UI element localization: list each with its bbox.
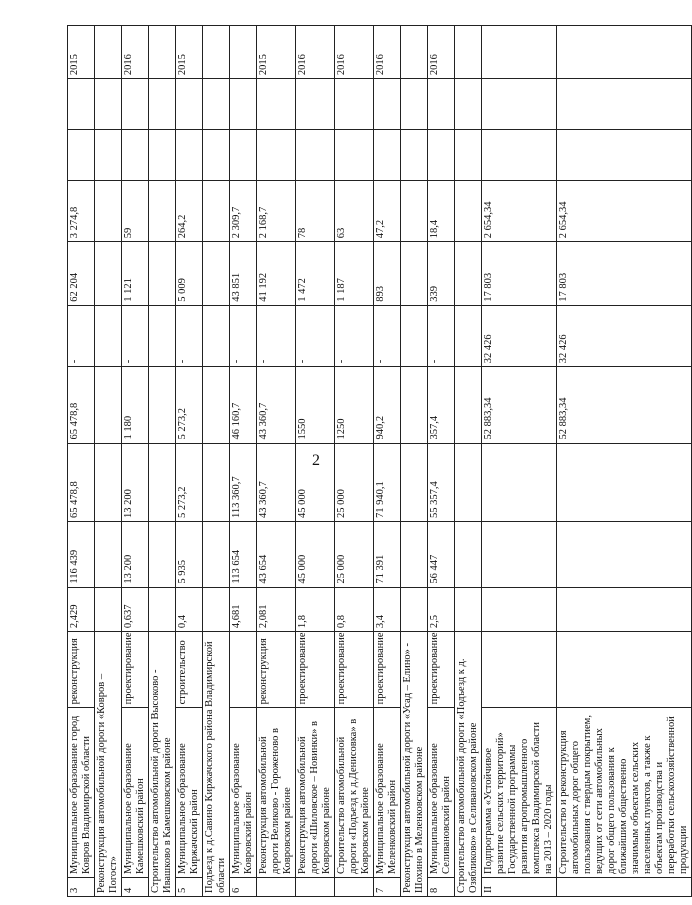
table-cell xyxy=(230,129,257,180)
table-cell: реконструкция xyxy=(68,632,95,708)
table-cell: 1 472 xyxy=(296,242,335,306)
table-row xyxy=(296,26,335,897)
empty-cell xyxy=(401,305,428,366)
table-cell xyxy=(122,79,149,130)
table-cell: 339 xyxy=(428,242,455,306)
table-cell xyxy=(230,632,257,708)
empty-cell xyxy=(203,587,230,632)
table-cell: 5 009 xyxy=(176,242,203,306)
empty-cell xyxy=(455,180,482,241)
table-cell: 2015 xyxy=(257,26,296,79)
table-cell: проектирование xyxy=(335,632,374,708)
table-cell xyxy=(428,79,455,130)
table-cell: 18,4 xyxy=(428,180,455,241)
table-cell: 113 360,7 xyxy=(230,443,257,521)
table-cell: 357,4 xyxy=(428,367,455,443)
road-projects-table xyxy=(67,25,692,897)
table-cell: Муниципальное образование Камешковский район xyxy=(122,708,149,878)
empty-cell xyxy=(95,587,122,632)
table-cell xyxy=(482,521,557,587)
table-cell xyxy=(335,129,374,180)
table-cell: - xyxy=(257,305,296,366)
empty-cell xyxy=(203,79,230,130)
table-cell: 4 xyxy=(122,877,149,896)
table-cell: 2015 xyxy=(176,26,203,79)
empty-cell xyxy=(455,26,482,79)
table-cell xyxy=(230,79,257,130)
table-cell: - xyxy=(335,305,374,366)
empty-cell xyxy=(401,180,428,241)
empty-cell xyxy=(455,587,482,632)
table-cell xyxy=(296,129,335,180)
table-cell xyxy=(374,129,401,180)
empty-cell xyxy=(203,26,230,79)
table-cell xyxy=(557,632,692,708)
table-cell: проектирование xyxy=(296,632,335,708)
empty-cell xyxy=(455,367,482,443)
table-cell: - xyxy=(374,305,401,366)
table-cell xyxy=(557,129,692,180)
table-cell xyxy=(557,26,692,79)
empty-cell xyxy=(149,26,176,79)
empty-cell xyxy=(455,242,482,306)
table-cell: - xyxy=(428,305,455,366)
table-cell: Муниципальное образование Селивановский район xyxy=(428,708,455,878)
table-cell: 0,8 xyxy=(335,587,374,632)
row-title-cell: Строительство автомобильной дороги Высоково - Ивашково в Камешковском районе xyxy=(149,632,176,897)
empty-cell xyxy=(149,521,176,587)
table-cell xyxy=(296,79,335,130)
table-cell: Строительство и реконструкция автомобильных дорог общего пользования с твердым покрытием, ведущих от сети автомобильных дорог общего пользования к ближайшим общественно значимым объектам сельских населенных пунктов, а также к объектам производства и переработки сельскохозяйственной продукции xyxy=(557,708,692,878)
empty-cell xyxy=(95,367,122,443)
table-row xyxy=(428,26,455,897)
table-row xyxy=(455,26,482,897)
table-cell xyxy=(296,877,335,896)
table-cell: 893 xyxy=(374,242,401,306)
table-cell xyxy=(482,632,557,708)
table-cell: 1 180 xyxy=(122,367,149,443)
table-cell: 2 309,7 xyxy=(230,180,257,241)
empty-cell xyxy=(149,242,176,306)
table-cell: 5 xyxy=(176,877,203,896)
empty-cell xyxy=(95,242,122,306)
table-row xyxy=(122,26,149,897)
empty-cell xyxy=(455,79,482,130)
table-cell: 2,081 xyxy=(257,587,296,632)
table-cell xyxy=(482,26,557,79)
table-cell: 17 803 xyxy=(482,242,557,306)
empty-cell xyxy=(203,305,230,366)
table-cell: 2016 xyxy=(122,26,149,79)
table-cell: 62 204 xyxy=(68,242,95,306)
table-cell: 113 654 xyxy=(230,521,257,587)
table-cell: 43 851 xyxy=(230,242,257,306)
empty-cell xyxy=(401,587,428,632)
table-cell xyxy=(257,79,296,130)
table-row xyxy=(335,26,374,897)
empty-cell xyxy=(455,129,482,180)
empty-cell xyxy=(203,521,230,587)
table-cell: 43 360,7 xyxy=(257,367,296,443)
table-row xyxy=(257,26,296,897)
empty-cell xyxy=(401,443,428,521)
table-cell: 2,5 xyxy=(428,587,455,632)
empty-cell xyxy=(401,129,428,180)
table-cell: проектирование xyxy=(428,632,455,708)
table-cell: 52 883,34 xyxy=(482,367,557,443)
table-row xyxy=(95,26,122,897)
table-cell xyxy=(374,79,401,130)
table-cell: Муниципальное образование Киржачский район xyxy=(176,708,203,878)
table-cell: 116 439 xyxy=(68,521,95,587)
empty-cell xyxy=(149,180,176,241)
empty-cell xyxy=(401,79,428,130)
empty-cell xyxy=(95,521,122,587)
table-cell: 2,429 xyxy=(68,587,95,632)
table-cell: 59 xyxy=(122,180,149,241)
table-cell: 2016 xyxy=(296,26,335,79)
table-cell: 5 273,2 xyxy=(176,443,203,521)
empty-cell xyxy=(149,443,176,521)
table-cell xyxy=(557,79,692,130)
table-cell xyxy=(557,877,692,896)
table-cell: - xyxy=(176,305,203,366)
empty-cell xyxy=(203,443,230,521)
table-cell xyxy=(257,877,296,896)
table-cell: 2016 xyxy=(428,26,455,79)
empty-cell xyxy=(149,129,176,180)
table-cell xyxy=(122,129,149,180)
table-cell: 1,8 xyxy=(296,587,335,632)
table-cell: 52 883,34 xyxy=(557,367,692,443)
table-cell: 6 xyxy=(230,877,257,896)
row-title-cell: Реконструкция автомобильной дороги «Усад – Елино» - Шохино в Меленковском районе xyxy=(401,632,428,897)
table-cell xyxy=(557,521,692,587)
table-cell: 2 168,7 xyxy=(257,180,296,241)
empty-cell xyxy=(95,443,122,521)
table-cell: - xyxy=(230,305,257,366)
table-cell: 45 000 xyxy=(296,521,335,587)
page-number: 2 xyxy=(312,452,320,469)
table-cell: Муниципальное образование Ковровский район xyxy=(230,708,257,878)
table-cell: 0,4 xyxy=(176,587,203,632)
table-cell: 32 426 xyxy=(557,305,692,366)
empty-cell xyxy=(95,180,122,241)
table-cell: 17 803 xyxy=(557,242,692,306)
empty-cell xyxy=(95,79,122,130)
empty-cell xyxy=(149,367,176,443)
table-cell xyxy=(482,129,557,180)
table-cell: 1 121 xyxy=(122,242,149,306)
empty-cell xyxy=(401,26,428,79)
empty-cell xyxy=(455,305,482,366)
table-cell xyxy=(230,26,257,79)
budget-table-rotated xyxy=(67,25,689,897)
table-cell: - xyxy=(68,305,95,366)
table-cell: Муниципальное образование Меленковский район xyxy=(374,708,401,878)
table-cell: 13 200 xyxy=(122,521,149,587)
empty-cell xyxy=(149,305,176,366)
table-cell: 4,681 xyxy=(230,587,257,632)
table-cell: 2016 xyxy=(374,26,401,79)
table-body xyxy=(68,26,692,897)
empty-cell xyxy=(95,129,122,180)
table-cell xyxy=(176,79,203,130)
empty-cell xyxy=(401,242,428,306)
table-cell: 1250 xyxy=(335,367,374,443)
table-cell xyxy=(68,79,95,130)
table-cell: Реконструкция автомобильной дороги «Шиловское – Новинки» в Ковровском районе xyxy=(296,708,335,878)
table-row xyxy=(557,26,692,897)
table-cell xyxy=(335,79,374,130)
table-cell: 43 360,7 xyxy=(257,443,296,521)
row-title-cell: Подъезд к д.Савино Киржачского района Владимирской области xyxy=(203,632,230,897)
table-cell: Муниципальное образование город Ковров Владимирской области xyxy=(68,708,95,878)
table-cell: 3,4 xyxy=(374,587,401,632)
table-cell: реконструкция xyxy=(257,632,296,708)
table-cell xyxy=(482,79,557,130)
table-row xyxy=(230,26,257,897)
table-cell: Строительство автомобильной дороги «Подъезд к д.Денисовка» в Ковровском районе xyxy=(335,708,374,878)
empty-cell xyxy=(95,305,122,366)
table-cell xyxy=(176,129,203,180)
table-cell: 78 xyxy=(296,180,335,241)
table-cell: 63 xyxy=(335,180,374,241)
table-cell: 1550 xyxy=(296,367,335,443)
table-cell: 65 478,8 xyxy=(68,443,95,521)
row-title-cell: Реконструкция автомобильной дороги «Ковров – Погост» xyxy=(95,632,122,897)
table-cell: 55 357,4 xyxy=(428,443,455,521)
table-cell: 71 940,1 xyxy=(374,443,401,521)
table-row xyxy=(203,26,230,897)
table-cell: II xyxy=(482,877,557,896)
table-cell: 264,2 xyxy=(176,180,203,241)
table-cell: 25 000 xyxy=(335,521,374,587)
table-cell: 7 xyxy=(374,877,401,896)
table-cell: 8 xyxy=(428,877,455,896)
table-cell xyxy=(428,129,455,180)
empty-cell xyxy=(203,367,230,443)
empty-cell xyxy=(95,26,122,79)
table-cell: 5 935 xyxy=(176,521,203,587)
table-cell: 3 274,8 xyxy=(68,180,95,241)
empty-cell xyxy=(401,521,428,587)
table-row xyxy=(374,26,401,897)
table-cell: 43 654 xyxy=(257,521,296,587)
table-cell: 46 160,7 xyxy=(230,367,257,443)
empty-cell xyxy=(203,242,230,306)
table-cell: 1 187 xyxy=(335,242,374,306)
table-cell: 5 273,2 xyxy=(176,367,203,443)
table-cell: 56 447 xyxy=(428,521,455,587)
table-row xyxy=(68,26,95,897)
empty-cell xyxy=(203,180,230,241)
table-cell: 47,2 xyxy=(374,180,401,241)
table-cell xyxy=(482,587,557,632)
table-cell xyxy=(68,129,95,180)
table-cell: 2015 xyxy=(68,26,95,79)
table-cell: 25 000 xyxy=(335,443,374,521)
table-cell: 13 200 xyxy=(122,443,149,521)
table-cell: 3 xyxy=(68,877,95,896)
table-cell xyxy=(335,877,374,896)
table-row xyxy=(149,26,176,897)
table-cell: 2016 xyxy=(335,26,374,79)
table-cell: 2 654,34 xyxy=(482,180,557,241)
table-cell: проектирование xyxy=(374,632,401,708)
table-cell: 940,2 xyxy=(374,367,401,443)
empty-cell xyxy=(401,367,428,443)
empty-cell xyxy=(455,443,482,521)
table-cell xyxy=(557,443,692,521)
empty-cell xyxy=(455,521,482,587)
table-cell: - xyxy=(296,305,335,366)
table-cell: строительство xyxy=(176,632,203,708)
table-cell xyxy=(482,443,557,521)
table-cell: проектирование xyxy=(122,632,149,708)
table-cell: 45 000 xyxy=(296,443,335,521)
table-cell: 71 391 xyxy=(374,521,401,587)
row-title-cell: Строительство автомобильной дороги «Подъезд к д. Озябликово» в Селивановском районе xyxy=(455,632,482,897)
table-row xyxy=(401,26,428,897)
table-row xyxy=(482,26,557,897)
table-cell xyxy=(257,129,296,180)
empty-cell xyxy=(149,587,176,632)
table-cell: 0,637 xyxy=(122,587,149,632)
table-cell xyxy=(557,587,692,632)
table-cell: 2 654,34 xyxy=(557,180,692,241)
table-cell: - xyxy=(122,305,149,366)
table-row xyxy=(176,26,203,897)
empty-cell xyxy=(203,129,230,180)
empty-cell xyxy=(149,79,176,130)
table-cell: 32 426 xyxy=(482,305,557,366)
table-cell: 41 192 xyxy=(257,242,296,306)
table-cell: 65 478,8 xyxy=(68,367,95,443)
table-cell: Реконструкция автомобильной дороги Великово - Гороженово в Ковровском районе xyxy=(257,708,296,878)
table-cell: Подпрограмма «Устойчивое развитие сельских территорий» Государственной программы развития агропромышленного комплекса Владимирской области на 2013 – 2020 годы xyxy=(482,708,557,878)
